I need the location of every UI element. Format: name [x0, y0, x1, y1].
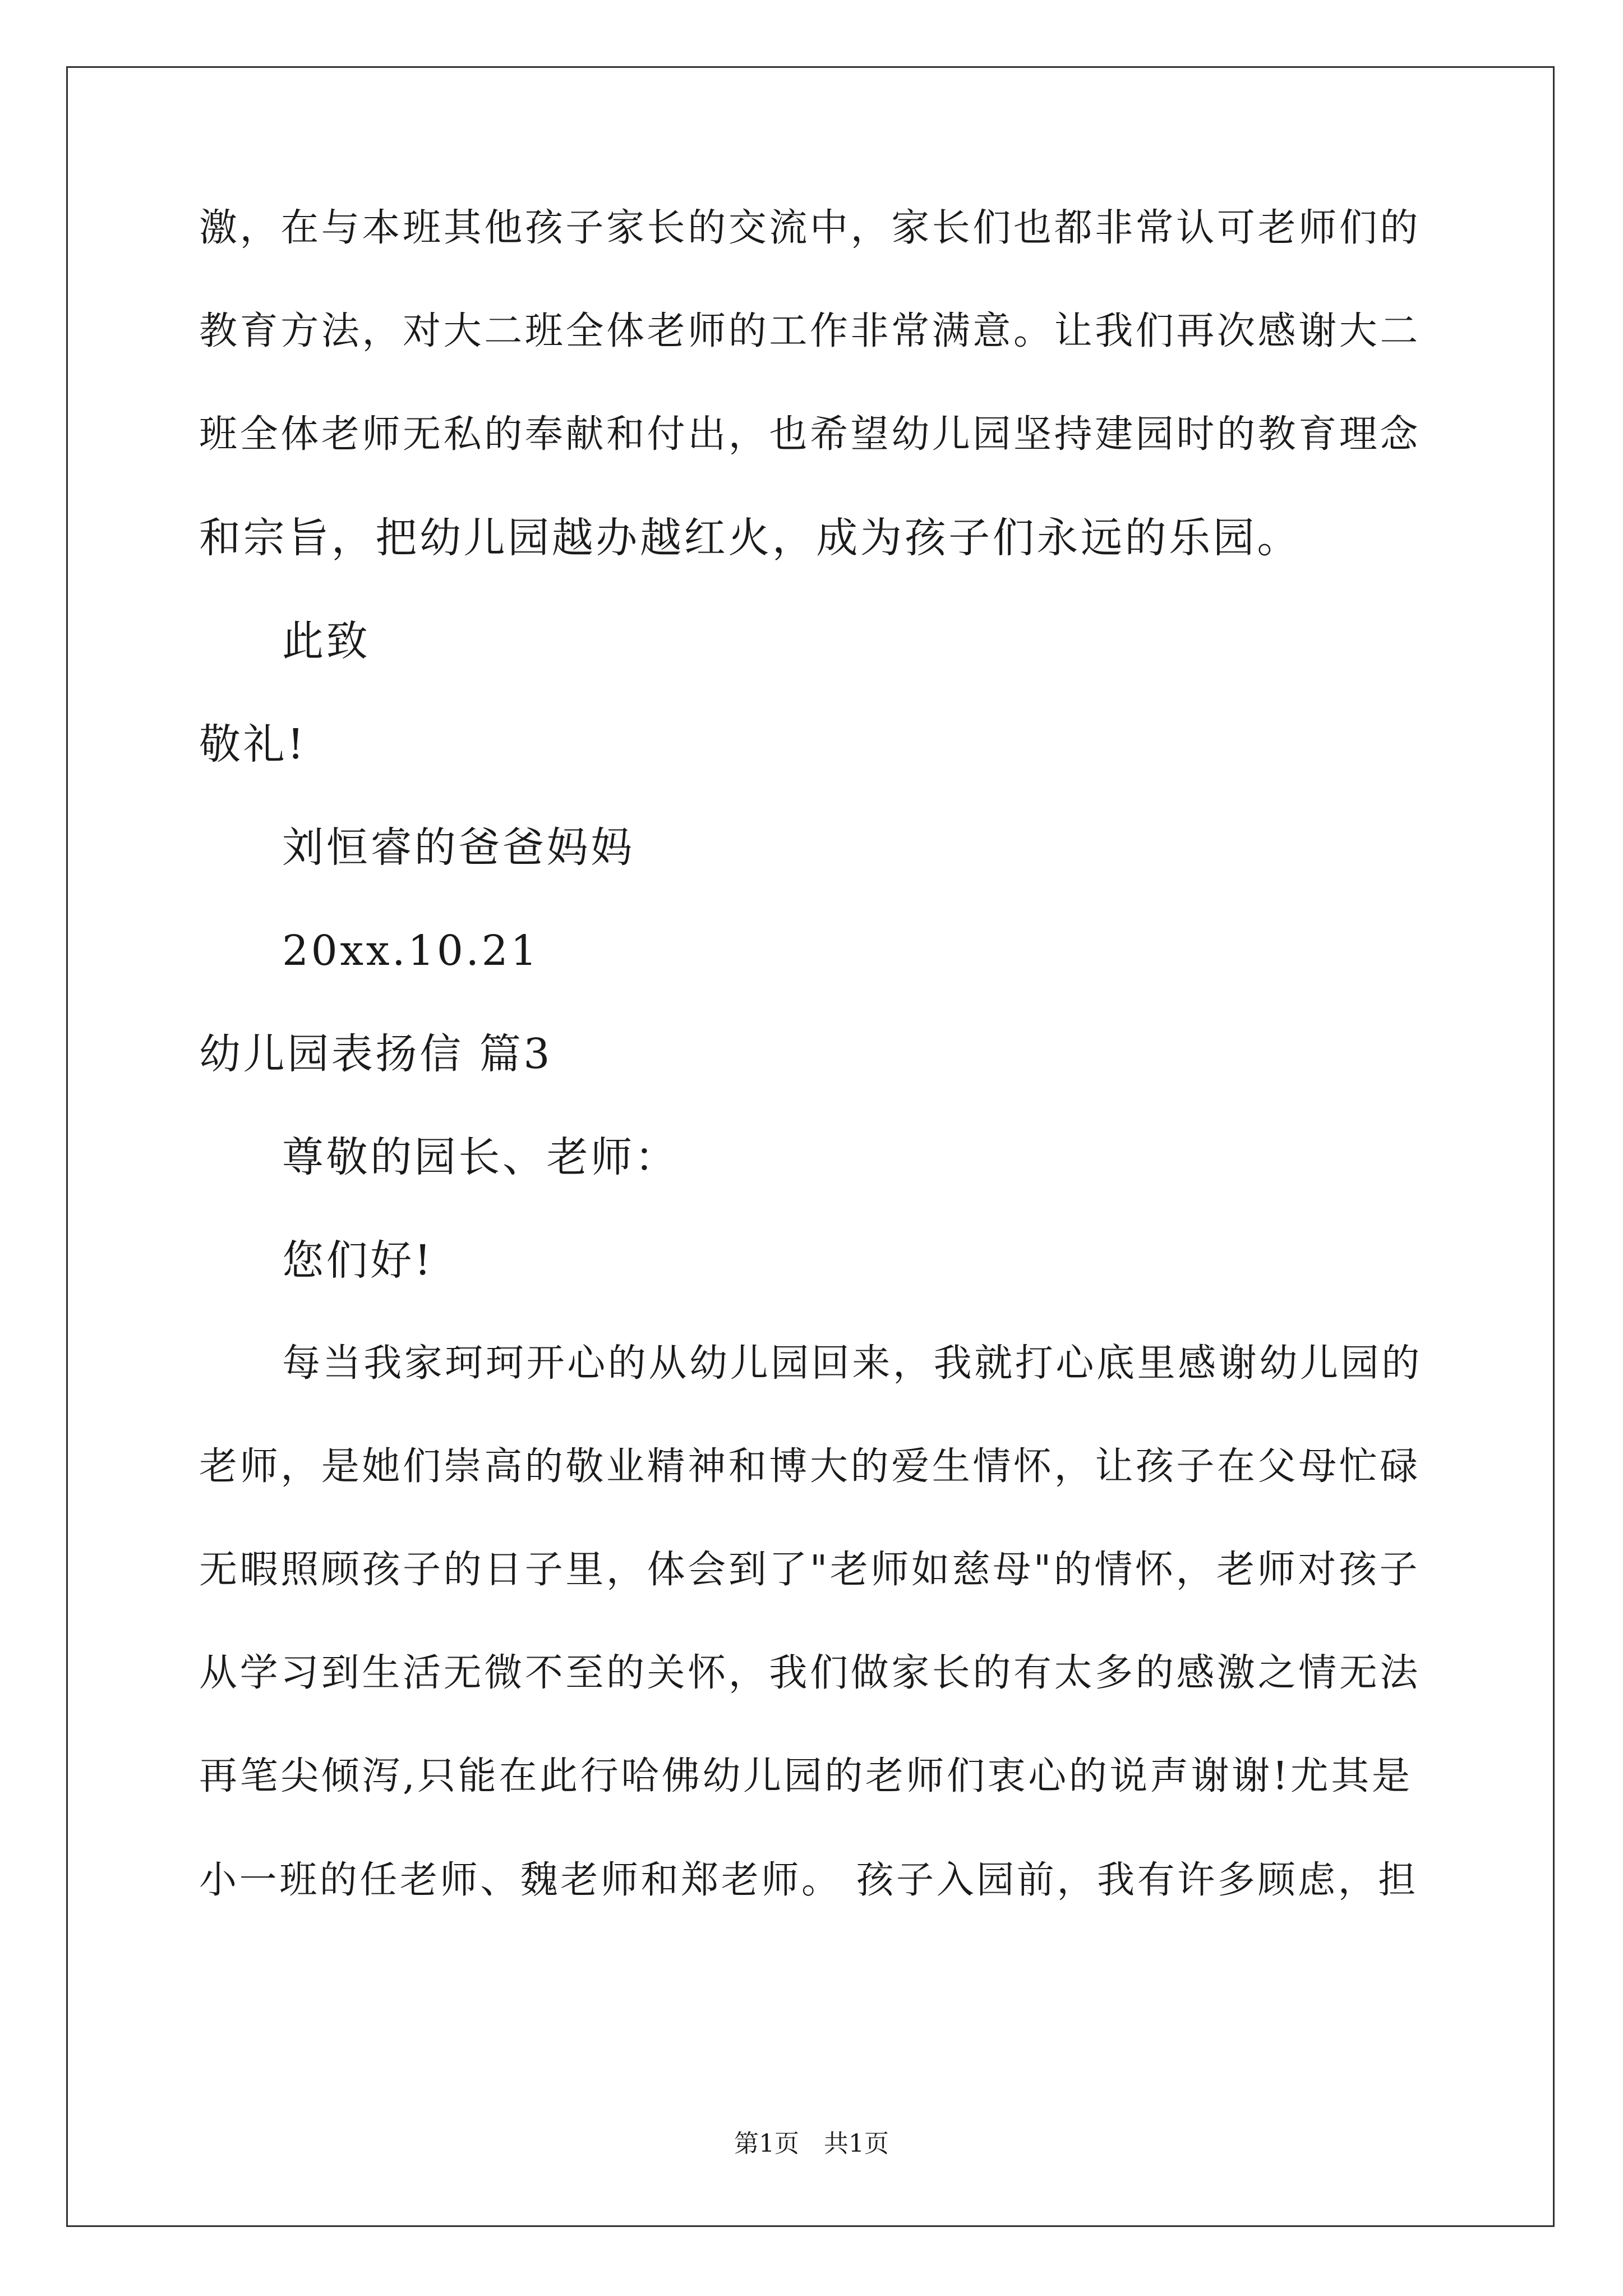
paragraph-line: 再笔尖倾泻,只能在此行哈佛幼儿园的老师们衷心的说声谢谢!尤其是 [199, 1754, 1413, 1798]
page-number-footer: 第1页 共1页 [734, 2129, 889, 2158]
signature: 刘恒睿的爸爸妈妈 [282, 823, 635, 872]
paragraph-line: 班全体老师无私的奉献和付出，也希望幼儿园坚持建园时的教育理念 [199, 412, 1421, 457]
letter-greeting: 尊敬的园长、老师： [282, 1133, 679, 1181]
closing-regards: 敬礼! [199, 720, 307, 769]
paragraph-line: 教育方法，对大二班全体老师的工作非常满意。让我们再次感谢大二 [199, 309, 1421, 353]
paragraph-line: 从学习到生活无微不至的关怀，我们做家长的有太多的感激之情无法 [199, 1651, 1421, 1695]
paragraph-line: 老师，是她们崇高的敬业精神和博大的爱生情怀，让孩子在父母忙碌 [199, 1444, 1421, 1489]
closing-salutation: 此致 [282, 617, 371, 665]
paragraph-line: 小一班的任老师、魏老师和郑老师。 孩子入园前，我有许多顾虑，担 [199, 1858, 1418, 1902]
letter-hello: 您们好! [282, 1236, 434, 1285]
document-body [199, 208, 1427, 1962]
letter-date: 20xx.10.21 [282, 927, 540, 975]
section-heading: 幼儿园表扬信 篇3 [199, 1030, 553, 1078]
paragraph-line: 和宗旨，把幼儿园越办越红火，成为孩子们永远的乐园。 [199, 514, 1301, 562]
paragraph-line: 无暇照顾孩子的日子里，体会到了"老师如慈母"的情怀，老师对孩子 [199, 1548, 1421, 1592]
paragraph-line: 每当我家珂珂开心的从幼儿园回来，我就打心底里感谢幼儿园的 [282, 1341, 1422, 1386]
paragraph-line: 激，在与本班其他孩子家长的交流中，家长们也都非常认可老师们的 [199, 206, 1421, 250]
